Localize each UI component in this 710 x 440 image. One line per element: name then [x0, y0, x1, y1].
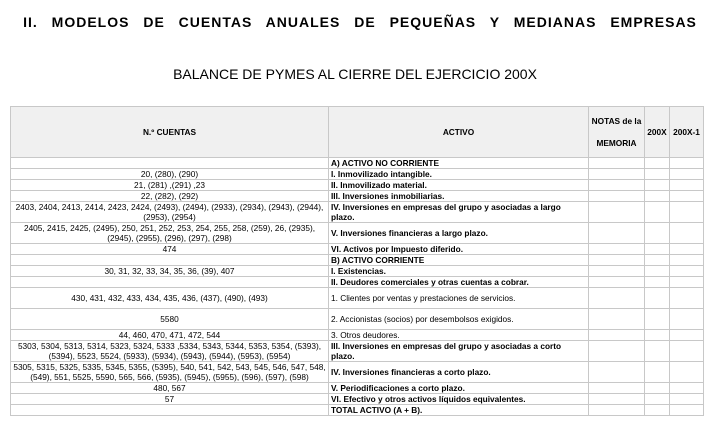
cuentas-cell — [11, 158, 329, 169]
table-row — [11, 191, 704, 202]
year-previous-cell — [670, 191, 704, 202]
year-previous-cell — [670, 255, 704, 266]
cuentas-cell: 30, 31, 32, 33, 34, 35, 36, (39), 407 — [11, 266, 329, 277]
year-current-cell — [645, 383, 670, 394]
activo-cell: 1. Clientes por ventas y prestaciones de servicios. — [329, 288, 589, 309]
year-previous-cell — [670, 394, 704, 405]
table-row — [11, 277, 704, 288]
cuentas-cell: 480, 567 — [11, 383, 329, 394]
cuentas-cell: 2403, 2404, 2413, 2414, 2423, 2424, (2493), (2494), (2933), (2934), (2943), (2944), (2953), (2954) — [11, 202, 329, 223]
table-body — [11, 158, 704, 416]
year-previous-cell — [670, 362, 704, 383]
notas-cell — [589, 277, 645, 288]
cuentas-cell: 44, 460, 470, 471, 472, 544 — [11, 330, 329, 341]
cuentas-cell — [11, 405, 329, 416]
activo-cell: TOTAL ACTIVO (A + B). — [329, 405, 589, 416]
activo-cell: V. Inversiones financieras a largo plazo. — [329, 223, 589, 244]
cuentas-cell — [11, 255, 329, 266]
notas-cell — [589, 255, 645, 266]
cuentas-cell: 474 — [11, 244, 329, 255]
activo-cell: VI. Activos por Impuesto diferido. — [329, 244, 589, 255]
cuentas-cell: 21, (281) ,(291) ,23 — [11, 180, 329, 191]
year-current-cell — [645, 309, 670, 330]
year-previous-cell — [670, 309, 704, 330]
notas-cell — [589, 394, 645, 405]
year-current-cell — [645, 223, 670, 244]
notas-cell — [589, 288, 645, 309]
cuentas-cell: 5580 — [11, 309, 329, 330]
notas-cell — [589, 309, 645, 330]
year-previous-cell — [670, 223, 704, 244]
year-previous-cell — [670, 277, 704, 288]
year-previous-cell — [670, 180, 704, 191]
year-current-cell — [645, 362, 670, 383]
activo-cell: A) ACTIVO NO CORRIENTE — [329, 158, 589, 169]
header-year-previous: 200X-1 — [670, 107, 704, 158]
table-row — [11, 169, 704, 180]
balance-table — [10, 106, 704, 416]
notas-cell — [589, 180, 645, 191]
header-cuentas: N.º CUENTAS — [11, 107, 329, 158]
table-row — [11, 288, 704, 309]
activo-cell: IV. Inversiones financieras a corto plazo. — [329, 362, 589, 383]
year-current-cell — [645, 277, 670, 288]
year-previous-cell — [670, 158, 704, 169]
year-previous-cell — [670, 169, 704, 180]
year-current-cell — [645, 202, 670, 223]
table-row — [11, 330, 704, 341]
cuentas-cell: 5305, 5315, 5325, 5335, 5345, 5355, (5395), 540, 541, 542, 543, 545, 546, 547, 548, (549), 551, 5525, 5590, 565, 566, (5935), (5945), (5955), (596), (597), (598) — [11, 362, 329, 383]
notas-cell — [589, 158, 645, 169]
activo-cell: I. Existencias. — [329, 266, 589, 277]
activo-cell: B) ACTIVO CORRIENTE — [329, 255, 589, 266]
year-current-cell — [645, 191, 670, 202]
header-activo: ACTIVO — [329, 107, 589, 158]
notas-cell — [589, 169, 645, 180]
table-row — [11, 244, 704, 255]
table-row — [11, 394, 704, 405]
activo-cell: 2. Accionistas (socios) por desembolsos exigidos. — [329, 309, 589, 330]
activo-cell: IV. Inversiones en empresas del grupo y asociadas a largo plazo. — [329, 202, 589, 223]
header-notas: NOTAS de la MEMORIA — [589, 107, 645, 158]
notas-cell — [589, 266, 645, 277]
activo-cell: I. Inmovilizado intangible. — [329, 169, 589, 180]
year-current-cell — [645, 330, 670, 341]
year-current-cell — [645, 169, 670, 180]
activo-cell: II. Inmovilizado material. — [329, 180, 589, 191]
table-row — [11, 341, 704, 362]
cuentas-cell: 430, 431, 432, 433, 434, 435, 436, (437), (490), (493) — [11, 288, 329, 309]
cuentas-cell: 22, (282), (292) — [11, 191, 329, 202]
table-header-row — [11, 107, 704, 158]
notas-cell — [589, 223, 645, 244]
balance-subtitle: BALANCE DE PYMES AL CIERRE DEL EJERCICIO 200X — [173, 66, 537, 82]
cuentas-cell: 2405, 2415, 2425, (2495), 250, 251, 252, 253, 254, 255, 258, (259), 26, (2935), (2945), (2955), (296), (297), (298) — [11, 223, 329, 244]
year-current-cell — [645, 405, 670, 416]
table-row — [11, 362, 704, 383]
table-row — [11, 255, 704, 266]
header-year-current: 200X — [645, 107, 670, 158]
year-current-cell — [645, 341, 670, 362]
year-previous-cell — [670, 405, 704, 416]
notas-cell — [589, 341, 645, 362]
table-row — [11, 383, 704, 394]
year-previous-cell — [670, 383, 704, 394]
year-current-cell — [645, 255, 670, 266]
table-row — [11, 309, 704, 330]
notas-cell — [589, 383, 645, 394]
table-row — [11, 180, 704, 191]
year-current-cell — [645, 394, 670, 405]
year-previous-cell — [670, 341, 704, 362]
table-row — [11, 223, 704, 244]
year-previous-cell — [670, 288, 704, 309]
notas-cell — [589, 362, 645, 383]
activo-cell: III. Inversiones en empresas del grupo y asociadas a corto plazo. — [329, 341, 589, 362]
year-previous-cell — [670, 330, 704, 341]
cuentas-cell: 5303, 5304, 5313, 5314, 5323, 5324, 5333 ,5334, 5343, 5344, 5353, 5354, (5393), (5394), 5523, 5524, (5933), (5934), (5943), (5944), (5953), (5954) — [11, 341, 329, 362]
table-row — [11, 158, 704, 169]
table-row — [11, 202, 704, 223]
notas-cell — [589, 191, 645, 202]
year-current-cell — [645, 158, 670, 169]
activo-cell: III. Inversiones inmobiliarias. — [329, 191, 589, 202]
cuentas-cell: 20, (280), (290) — [11, 169, 329, 180]
notas-cell — [589, 202, 645, 223]
notas-cell — [589, 330, 645, 341]
activo-cell: II. Deudores comerciales y otras cuentas a cobrar. — [329, 277, 589, 288]
notas-cell — [589, 405, 645, 416]
notas-cell — [589, 244, 645, 255]
year-previous-cell — [670, 202, 704, 223]
cuentas-cell: 57 — [11, 394, 329, 405]
table-row — [11, 405, 704, 416]
year-current-cell — [645, 266, 670, 277]
activo-cell: 3. Otros deudores. — [329, 330, 589, 341]
cuentas-cell — [11, 277, 329, 288]
year-current-cell — [645, 288, 670, 309]
year-previous-cell — [670, 244, 704, 255]
activo-cell: VI. Efectivo y otros activos líquidos equivalentes. — [329, 394, 589, 405]
table-row — [11, 266, 704, 277]
activo-cell: V. Periodificaciones a corto plazo. — [329, 383, 589, 394]
page-title: II. MODELOS DE CUENTAS ANUALES DE PEQUEÑAS Y MEDIANAS EMPRESAS — [23, 14, 697, 30]
year-previous-cell — [670, 266, 704, 277]
year-current-cell — [645, 244, 670, 255]
year-current-cell — [645, 180, 670, 191]
